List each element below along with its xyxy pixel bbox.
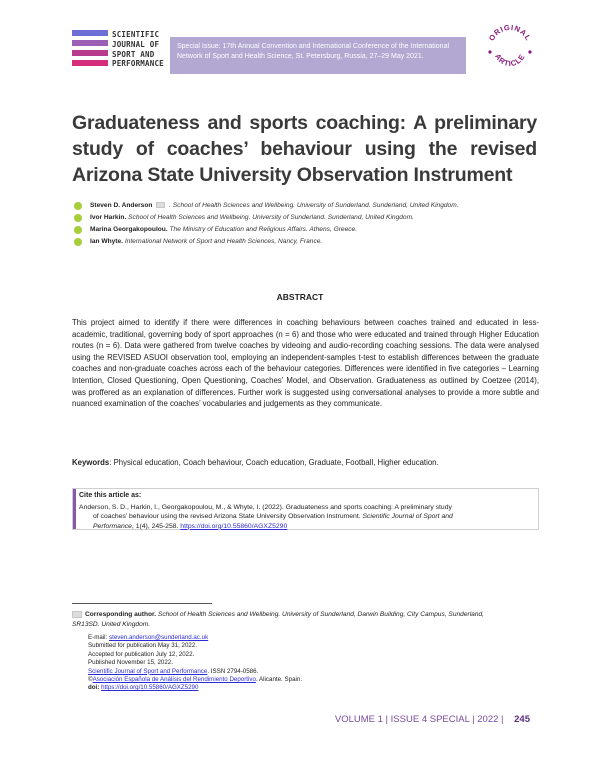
stamp-top-text: ORIGINAL [486, 22, 534, 43]
paper-title: Graduateness and sports coaching: A preliminary study of coaches’ behaviour using the revised Arizona State University Observation Instrument [72, 112, 537, 186]
orcid-icon[interactable] [74, 202, 82, 210]
footnote-rule [72, 603, 212, 604]
citation-line: Anderson, S. D., Harkin, I., Georgakopoulou, M., & Whyte, I. (2022). Graduateness and sports coaching: A preliminary study [79, 504, 452, 511]
citation-accent-bar [73, 489, 76, 529]
keywords-label: Keywords [72, 458, 110, 467]
special-issue-banner: Special Issue: 17th Annual Convention and International Conference of the International Network of Sport and Health Science, St. Petersburg, Russia, 27–29 May 2021. [170, 37, 466, 74]
citation-doi-link[interactable]: https://doi.org/10.55860/AGXZ5290 [180, 522, 288, 530]
citation-text [79, 503, 534, 531]
doi-label: doi: [88, 684, 100, 692]
author-name: Ivor Harkin. [90, 214, 127, 221]
logo-line: JOURNAL OF [112, 39, 160, 49]
svg-text:ARTICLE [493, 52, 527, 68]
author-name: Marina Georgakopoulou. [90, 226, 168, 233]
author-name: Ian Whyte. [90, 238, 123, 245]
submitted-date: Submitted for publication May 31, 2022. [88, 642, 198, 650]
corresponding-label: Corresponding author. [85, 611, 157, 618]
orcid-icon[interactable] [74, 214, 82, 222]
author-row [72, 236, 542, 248]
published-date: Published November 15, 2022. [88, 659, 173, 667]
abstract-body: This project aimed to identify if there were differences in coaching behaviours between coaches trained and educated in less-academic, traditional, governing body of sport approaches (n = 6) and those who were educated and trained through Higher Education routes (n = 6). Data were gathered from twelve coaches by videoing and audio-recording coaching sessions. The data were analysed using the REVISED ASUOI observation tool, employing an independent-samples t-test to establish differences between the graduate coaches and non-graduate coaches across each of the behaviour categories. Differences were identified in five categories – Learning Intention, Closed Questioning, Open Questioning, Coaches’ Model, and Observation. Graduateness as outlined by Coetzee (2014), was proffered as an explanation of differences. Further work is suggested using conversational analyses to provide a more subtle and nuanced examination of the coaches’ vocabularies and judgements as they communicate. [72, 318, 539, 409]
issn: . ISSN 2794-0586. [207, 667, 259, 675]
copyright-symbol: © [88, 676, 93, 684]
citation-line [79, 512, 534, 521]
accepted-date: Accepted for publication July 12, 2022. [88, 650, 195, 658]
page-footer [335, 714, 530, 725]
email-label: E-mail: [88, 634, 108, 641]
author-row [72, 212, 542, 224]
page-number: 245 [514, 714, 530, 725]
logo-bar [72, 50, 108, 56]
logo-bar [72, 30, 108, 36]
author-name: Steven D. Anderson [90, 202, 153, 209]
email-line [88, 634, 302, 642]
association-link[interactable]: Asociación Española de Análisis del Rendimiento Deportivo [92, 676, 256, 684]
stamp-bottom-text: ARTICLE [493, 52, 527, 69]
author-affiliation: International Network of Sport and Health Sciences, Nancy, France. [124, 238, 323, 245]
author-affiliation: School of Health Sciences and Wellbeing. University of Sunderland. Sunderland, United Kingdom. [128, 214, 414, 221]
citation-volume: , 1(4), 245-258. [131, 522, 179, 530]
keywords [72, 457, 539, 468]
keywords-list: : Physical education, Coach behaviour, Coach education, Graduate, Football, Higher education. [109, 458, 439, 467]
logo-line: SPORT AND [112, 49, 155, 59]
logo-bar [72, 60, 108, 66]
citation-journal-cont: Performance [93, 522, 132, 530]
location: . Alicante. Spain. [255, 676, 303, 684]
citation-line [79, 522, 534, 531]
orcid-icon[interactable] [74, 226, 82, 234]
orcid-icon[interactable] [74, 238, 82, 246]
corresponding-address-cont: SR13SD. United Kingdom. [72, 621, 151, 628]
stamp-dot [488, 50, 491, 53]
doi-line [88, 684, 302, 692]
author-list [72, 200, 542, 248]
copyright-line [88, 676, 302, 684]
citation-journal: Scientific Journal of Sport and [362, 513, 453, 521]
author-affiliation: . School of Health Sciences and Wellbeing. University of Sunderland. Sunderland, United Kingdom. [169, 202, 459, 209]
citation-heading: Cite this article as: [79, 492, 142, 499]
journal-logo [72, 30, 162, 72]
email-icon [72, 611, 82, 618]
logo-line: PERFORMANCE [112, 59, 164, 69]
author-row [72, 224, 542, 236]
original-article-stamp [484, 22, 536, 74]
logo-bar [72, 40, 108, 46]
issue-info: VOLUME 1 | ISSUE 4 SPECIAL | 2022 | [334, 714, 504, 725]
stamp-dot [528, 50, 531, 53]
doi-link[interactable]: https://doi.org/10.55860/AGXZ5290 [101, 684, 199, 692]
citation-title-part: of coaches’ behaviour using the revised Arizona State University Observation Instrument. [93, 513, 361, 521]
svg-text:ORIGINAL [487, 23, 533, 43]
citation-box [72, 488, 539, 530]
author-affiliation: The Ministry of Education and Religious Affairs. Athens, Greece. [169, 226, 358, 233]
corresponding-address: School of Health Sciences and Wellbeing. University of Sunderland, Darwin Building, City Campus, Sunderland, [157, 611, 484, 618]
abstract-heading: ABSTRACT [276, 292, 324, 302]
journal-line [88, 668, 302, 676]
logo-text [112, 30, 164, 69]
email-icon[interactable] [156, 202, 165, 208]
email-link[interactable]: steven.anderson@sunderland.ac.uk [109, 634, 209, 641]
logo-line: SCIENTIFIC [112, 30, 160, 39]
journal-link[interactable]: Scientific Journal of Sport and Performance [88, 667, 208, 675]
publication-details [88, 634, 302, 693]
corresponding-author [72, 610, 542, 630]
logo-bars [72, 30, 108, 70]
author-row [72, 200, 542, 212]
